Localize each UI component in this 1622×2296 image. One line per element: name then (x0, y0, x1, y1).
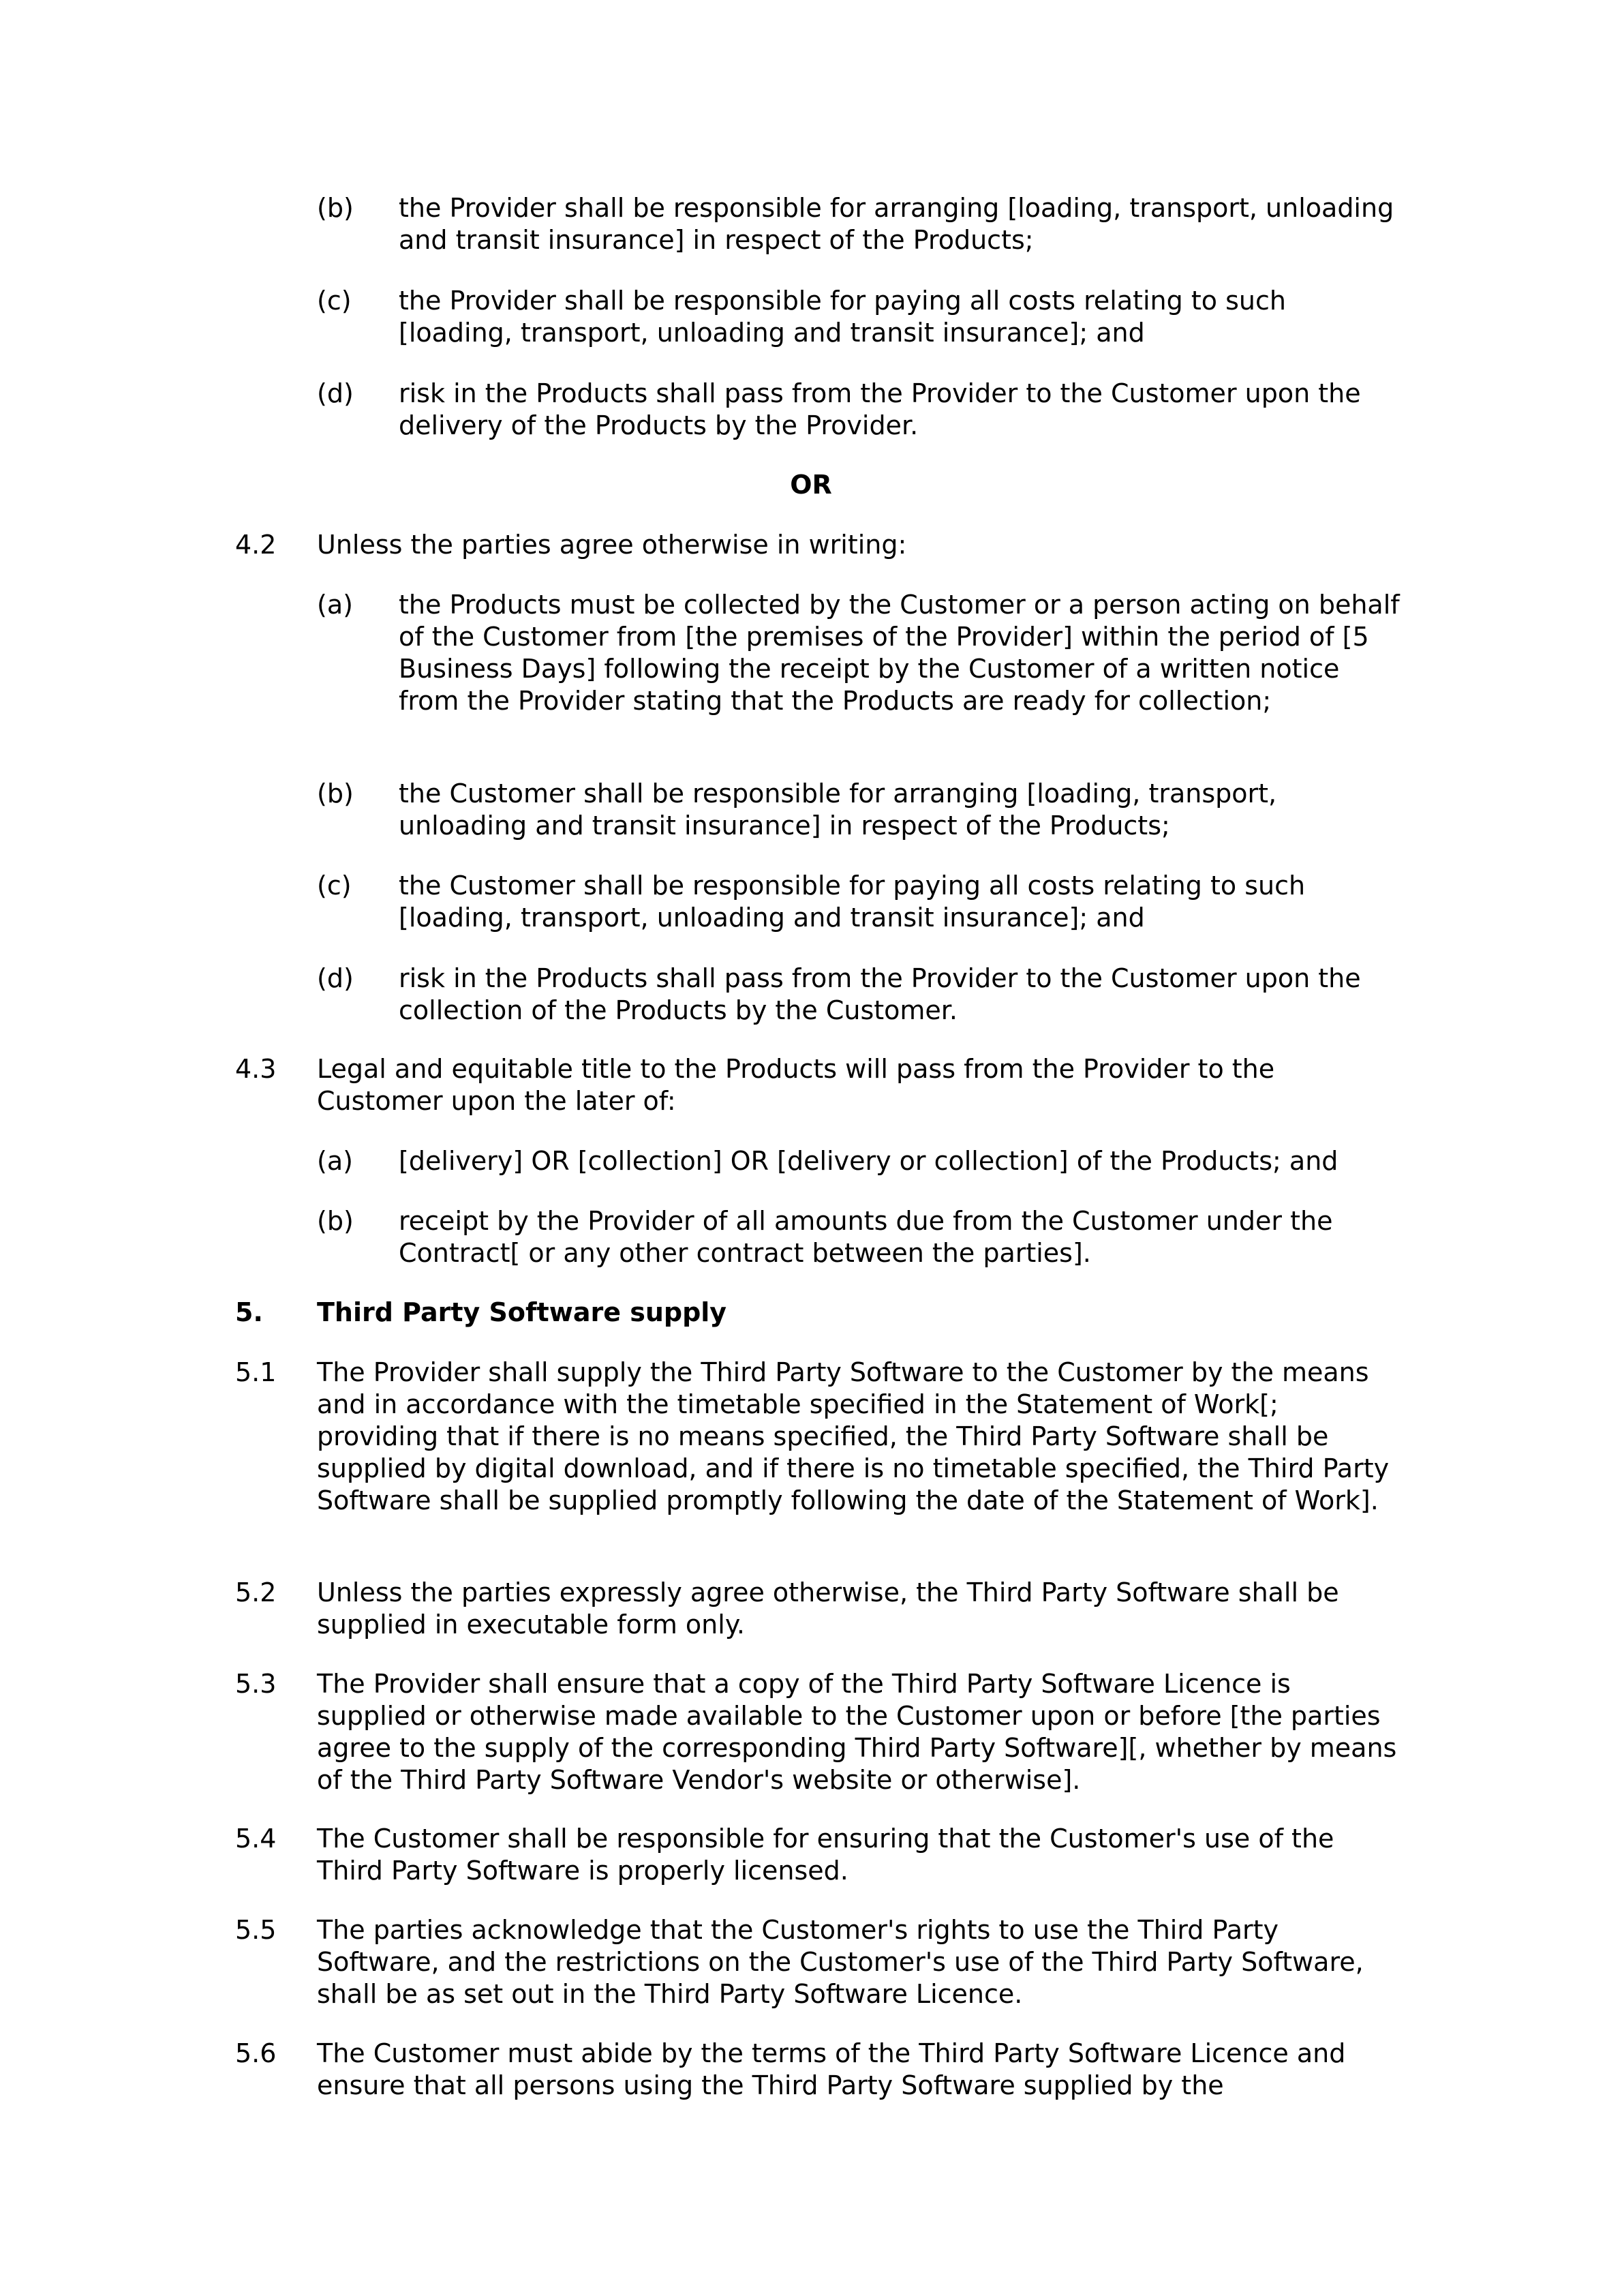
item-label: (d) (317, 963, 354, 993)
item-label: (a) (317, 1146, 353, 1176)
item-text: the Products must be collected by the Customer or a person acting on behalf of the Customer from [the premises of the Provider] within the period of [5 Business Days] following the receipt by the Customer of a written notice from the Provider stating that the Products are ready for collection; (399, 590, 1400, 716)
clause-number: 4.2 (235, 530, 277, 560)
item-label: (b) (317, 1206, 354, 1236)
clause-number: 5.5 (235, 1915, 277, 1945)
clause-number: 5.4 (235, 1824, 277, 1854)
clause-number: 5.2 (235, 1577, 277, 1607)
item-label: (b) (317, 779, 354, 809)
clause-text: The Provider shall ensure that a copy of the Third Party Software Licence is supplied or otherwise made available to the Customer upon or before [the parties agree to the supply of the corresponding Third Party Software][, whether by means of the Third Party Software Vendor's website or otherwise]. (317, 1669, 1397, 1795)
clause-number: 4.3 (235, 1054, 277, 1084)
clause-text: The parties acknowledge that the Customer's rights to use the Third Party Software, and the restrictions on the Customer's use of the Third Party Software, shall be as set out in the Third Party Software Licence. (317, 1915, 1364, 2009)
item-text: [delivery] OR [collection] OR [delivery or collection] of the Products; and (399, 1146, 1338, 1176)
item-label: (a) (317, 590, 353, 620)
item-text: the Customer shall be responsible for arranging [loading, transport, unloading and transit insurance] in respect of the Products; (399, 779, 1277, 841)
item-text: the Customer shall be responsible for paying all costs relating to such [loading, transport, unloading and transit insurance]; and (399, 871, 1306, 933)
clause-text: Legal and equitable title to the Products will pass from the Provider to the Customer upon the later of: (317, 1054, 1275, 1116)
item-text: risk in the Products shall pass from the Provider to the Customer upon the delivery of the Products by the Provider. (399, 378, 1361, 440)
item-text: risk in the Products shall pass from the Provider to the Customer upon the collection of the Products by the Customer. (399, 963, 1361, 1025)
item-text: the Provider shall be responsible for arranging [loading, transport, unloading and transit insurance] in respect of the Products; (399, 193, 1394, 255)
clause-number: 5.1 (235, 1357, 277, 1387)
item-label: (b) (317, 193, 354, 223)
section-number: 5. (235, 1297, 263, 1327)
item-label: (c) (317, 871, 352, 901)
clause-text: The Provider shall supply the Third Party Software to the Customer by the means and in accordance with the timetable specified in the Statement of Work[; providing that if there is no means specified, the Third Party Software shall be supplied by digital download, and if there is no timetable specified, the Third Party Software shall be supplied promptly following the date of the Statement of Work]. (317, 1357, 1390, 1515)
item-label: (c) (317, 286, 352, 316)
clause-text: Unless the parties agree otherwise in writing: (317, 530, 907, 560)
or-separator: OR (790, 470, 832, 500)
item-label: (d) (317, 378, 354, 408)
clause-number: 5.3 (235, 1669, 277, 1699)
section-title: Third Party Software supply (317, 1297, 727, 1327)
clause-text: The Customer shall be responsible for ensuring that the Customer's use of the Third Party Software is properly licensed. (317, 1824, 1334, 1886)
clause-number: 5.6 (235, 2038, 277, 2068)
clause-text: Unless the parties expressly agree otherwise, the Third Party Software shall be supplied in executable form only. (317, 1577, 1339, 1640)
clause-text: The Customer must abide by the terms of the Third Party Software Licence and ensure that all persons using the Third Party Software supplied by the (317, 2038, 1346, 2100)
item-text: receipt by the Provider of all amounts due from the Customer under the Contract[ or any other contract between the parties]. (399, 1206, 1333, 1268)
item-text: the Provider shall be responsible for paying all costs relating to such [loading, transport, unloading and transit insurance]; and (399, 286, 1286, 348)
